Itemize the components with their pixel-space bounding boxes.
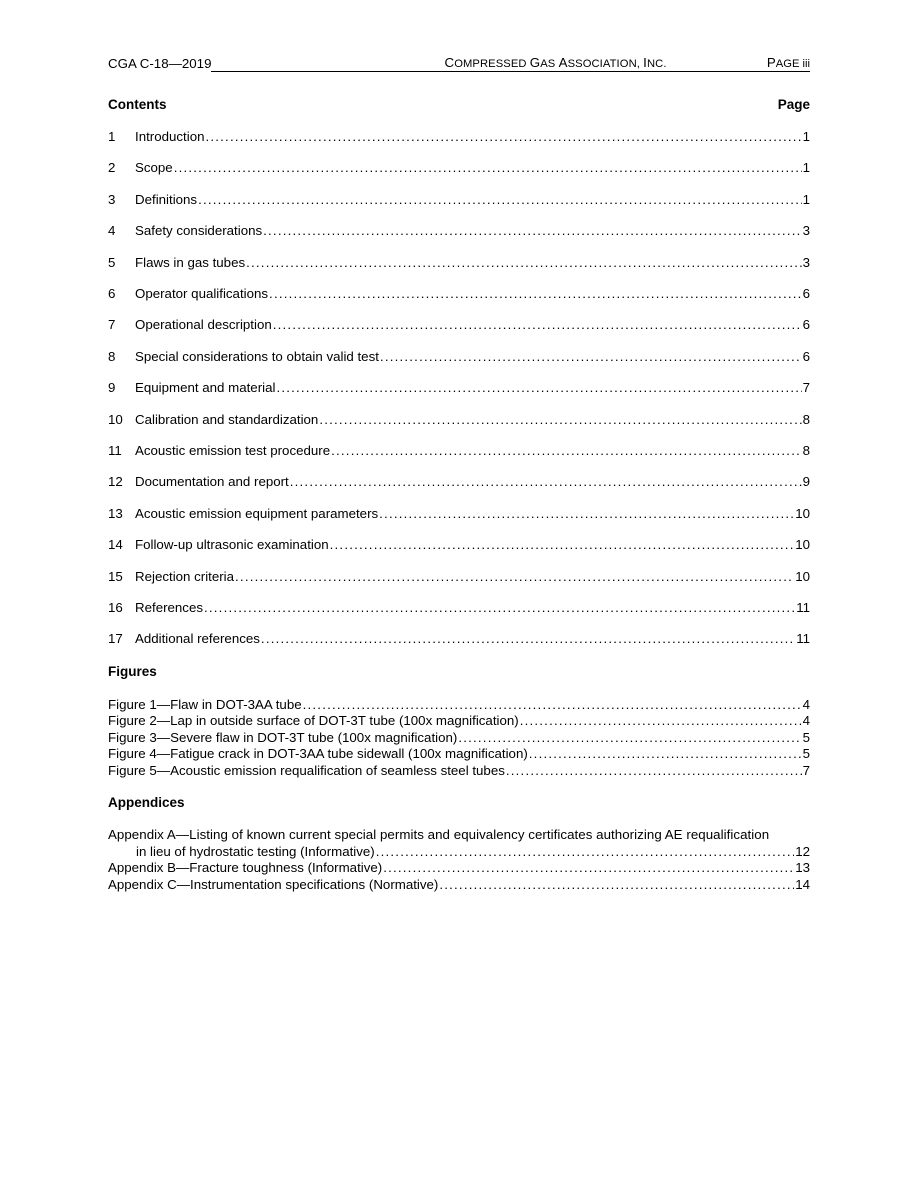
toc-entry[interactable] <box>108 129 810 145</box>
appendix-c-page: 14 <box>795 877 810 892</box>
contents-heading-row <box>108 97 810 112</box>
dot-leader <box>235 569 794 585</box>
dot-leader <box>520 713 802 729</box>
toc-entry-number: 17 <box>108 631 123 646</box>
toc-entry-title: References <box>135 600 203 615</box>
figure-entry[interactable] <box>108 763 810 779</box>
toc-entry-title: Calibration and standardization <box>135 412 319 427</box>
dot-leader <box>263 223 801 239</box>
appendix-c-entry[interactable] <box>108 877 810 893</box>
toc-entry[interactable] <box>108 569 810 585</box>
dot-leader <box>261 631 795 647</box>
toc-entry-number: 7 <box>108 317 116 332</box>
toc-entry-title: Scope <box>135 160 173 175</box>
dot-leader <box>204 600 795 616</box>
toc-entry-page: 8 <box>802 443 810 458</box>
page-column-label: Page <box>777 97 810 112</box>
toc-entry-number: 10 <box>108 412 123 427</box>
figure-entry-title: Figure 4—Fatigue crack in DOT-3AA tube sidewall (100x magnification) <box>108 746 528 761</box>
appendix-c-title: Appendix C—Instrumentation specifications (Normative) <box>108 877 439 892</box>
toc-entry[interactable] <box>108 600 810 616</box>
toc-entry-title: Acoustic emission equipment parameters <box>135 506 379 521</box>
toc-entry-title: Acoustic emission test procedure <box>135 443 331 458</box>
figure-entry[interactable] <box>108 730 810 746</box>
document-page <box>108 0 810 1188</box>
toc-entry-title: Operational description <box>135 317 272 332</box>
toc-entry-title: Additional references <box>135 631 260 646</box>
figures-title: Figures <box>108 664 157 679</box>
toc-entry-title: Special considerations to obtain valid test <box>135 349 379 364</box>
toc-entry[interactable] <box>108 223 810 239</box>
toc-entry-number: 12 <box>108 474 123 489</box>
toc-entry-number: 3 <box>108 192 116 207</box>
toc-entry-number: 8 <box>108 349 116 364</box>
toc-entry[interactable] <box>108 537 810 553</box>
toc-entry-title: Follow-up ultrasonic examination <box>135 537 329 552</box>
dot-leader <box>174 160 802 176</box>
toc-entry[interactable] <box>108 443 810 459</box>
figure-entry[interactable] <box>108 746 810 762</box>
figure-entry[interactable] <box>108 697 810 713</box>
dot-leader <box>380 349 802 365</box>
toc-entry-page: 1 <box>802 160 810 175</box>
toc-entry[interactable] <box>108 160 810 176</box>
dot-leader <box>276 380 801 396</box>
dot-leader <box>439 877 794 893</box>
toc-entry-number: 14 <box>108 537 123 552</box>
toc-entry-number: 15 <box>108 569 123 584</box>
toc-entry-title: Equipment and material <box>135 380 276 395</box>
figure-entry-title: Figure 2—Lap in outside surface of DOT-3T tube (100x magnification) <box>108 713 519 728</box>
publisher-name: COMPRESSED GAS ASSOCIATION, INC. <box>444 55 667 70</box>
toc-entry-page: 8 <box>802 412 810 427</box>
toc-entry-number: 2 <box>108 160 116 175</box>
page-number: PAGE iii <box>766 55 810 70</box>
toc-entry-title: Safety considerations <box>135 223 263 238</box>
toc-entry[interactable] <box>108 412 810 428</box>
figure-entry[interactable] <box>108 713 810 729</box>
contents-title: Contents <box>108 97 167 112</box>
dot-leader <box>205 129 801 145</box>
dot-leader <box>330 537 795 553</box>
dot-leader <box>383 860 794 876</box>
toc-entry-page: 10 <box>795 506 810 521</box>
toc-entry-number: 11 <box>108 443 122 458</box>
toc-entry-page: 10 <box>795 537 810 552</box>
running-header <box>108 54 810 72</box>
dot-leader <box>319 412 801 428</box>
figure-entry-page: 5 <box>802 746 810 761</box>
toc-entry-number: 5 <box>108 255 116 270</box>
toc-entry[interactable] <box>108 380 810 396</box>
dot-leader <box>376 844 794 860</box>
toc-entry-number: 6 <box>108 286 116 301</box>
toc-entry[interactable] <box>108 192 810 208</box>
appendix-b-title: Appendix B—Fracture toughness (Informative) <box>108 860 383 875</box>
toc-entry-page: 6 <box>802 317 810 332</box>
toc-entry-page: 7 <box>802 380 810 395</box>
toc-entry-page: 3 <box>802 223 810 238</box>
dot-leader <box>290 474 802 490</box>
appendix-b-entry[interactable] <box>108 860 810 876</box>
figure-entry-title: Figure 5—Acoustic emission requalification of seamless steel tubes <box>108 763 505 778</box>
appendix-a-entry[interactable] <box>136 844 810 860</box>
toc-entry[interactable] <box>108 506 810 522</box>
figure-entry-title: Figure 3—Severe flaw in DOT-3T tube (100x magnification) <box>108 730 458 745</box>
figure-entry-page: 7 <box>802 763 810 778</box>
figure-entry-page: 4 <box>802 713 810 728</box>
toc-entry-page: 11 <box>796 631 810 646</box>
toc-entry-title: Operator qualifications <box>135 286 269 301</box>
toc-entry-page: 1 <box>802 129 810 144</box>
toc-entry-page: 6 <box>802 286 810 301</box>
toc-entry-number: 13 <box>108 506 123 521</box>
dot-leader <box>246 255 801 271</box>
appendix-b-page: 13 <box>795 860 810 875</box>
dot-leader <box>458 730 801 746</box>
header-rule <box>211 55 766 72</box>
toc-entry[interactable] <box>108 317 810 333</box>
document-number: CGA C-18—2019 <box>108 56 212 71</box>
figure-entry-page: 5 <box>802 730 810 745</box>
toc-entry-number: 9 <box>108 380 116 395</box>
toc-entry-title: Introduction <box>135 129 205 144</box>
toc-entry-number: 16 <box>108 600 123 615</box>
dot-leader <box>529 746 802 762</box>
dot-leader <box>303 697 802 713</box>
dot-leader <box>273 317 802 333</box>
appendices-title: Appendices <box>108 795 185 810</box>
toc-entry-page: 6 <box>802 349 810 364</box>
toc-entry-page: 9 <box>802 474 810 489</box>
toc-entry-title: Flaws in gas tubes <box>135 255 246 270</box>
appendix-a-title-line2: in lieu of hydrostatic testing (Informative) <box>136 844 375 859</box>
dot-leader <box>506 763 802 779</box>
dot-leader <box>331 443 801 459</box>
dot-leader <box>198 192 802 208</box>
toc-entry-title: Definitions <box>135 192 198 207</box>
toc-entry[interactable] <box>108 255 810 271</box>
dot-leader <box>379 506 794 522</box>
appendix-a-page: 12 <box>795 844 810 859</box>
toc-entry[interactable] <box>108 349 810 365</box>
toc-entry-number: 4 <box>108 223 116 238</box>
dot-leader <box>269 286 802 302</box>
toc-entry-number: 1 <box>108 129 116 144</box>
figure-entry-title: Figure 1—Flaw in DOT-3AA tube <box>108 697 302 712</box>
toc-entry[interactable] <box>108 631 810 647</box>
toc-entry-title: Rejection criteria <box>135 569 235 584</box>
toc-entry[interactable] <box>108 286 810 302</box>
toc-entry-page: 1 <box>802 192 810 207</box>
toc-entry-title: Documentation and report <box>135 474 289 489</box>
toc-entry-page: 3 <box>802 255 810 270</box>
toc-entry[interactable] <box>108 474 810 490</box>
figure-entry-page: 4 <box>802 697 810 712</box>
toc-entry-page: 10 <box>795 569 810 584</box>
appendix-a-title-line1[interactable]: Appendix A—Listing of known current special permits and equivalency certificates authorizing AE requalification <box>108 827 770 842</box>
toc-entry-page: 11 <box>796 600 810 615</box>
